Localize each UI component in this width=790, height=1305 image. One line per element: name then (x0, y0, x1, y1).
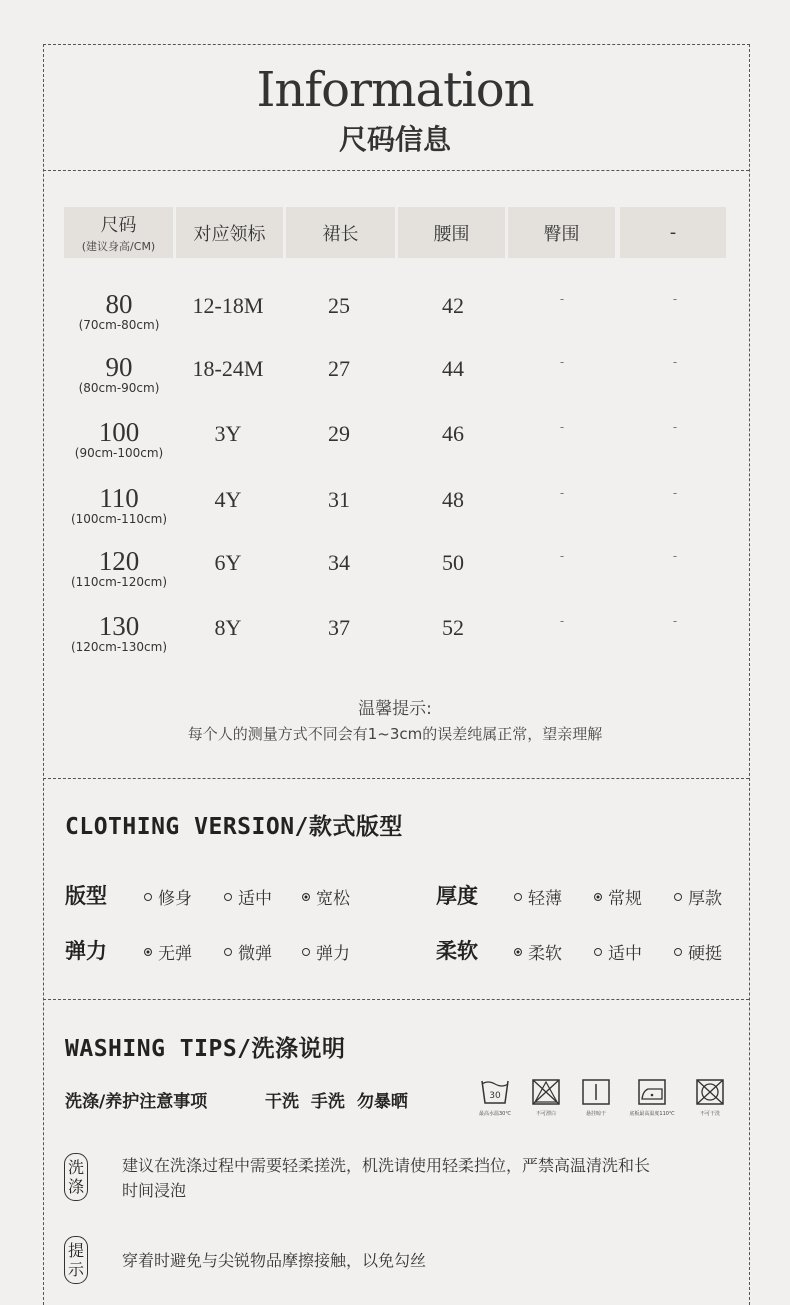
size-value: 80 (105, 289, 133, 319)
size-value: 100 (98, 417, 140, 447)
table-cell-waist: 42 (442, 293, 464, 318)
washing-tips-title: WASHING TIPS/洗涤说明 (65, 1036, 346, 1062)
radio-selected-icon (514, 948, 522, 956)
attribute-label: 弹力 (65, 939, 107, 963)
care-label: 洗涤/养护注意事项 (65, 1092, 208, 1112)
header-label: 臀围 (543, 223, 580, 245)
table-cell-hip: - (559, 420, 565, 434)
svg-text:30: 30 (489, 1091, 501, 1101)
size-value: 130 (98, 611, 140, 641)
option-label: 宽松 (316, 889, 350, 909)
table-cell-extra: - (672, 614, 678, 628)
height-range: (70cm-80cm) (78, 318, 160, 332)
table-cell-length: 37 (328, 615, 350, 640)
radio-empty-icon (594, 948, 602, 956)
table-cell-waist: 44 (442, 356, 464, 381)
size-cell (64, 484, 174, 526)
table-cell-label: 4Y (214, 487, 242, 512)
size-value: 110 (99, 483, 139, 513)
radio-empty-icon (144, 893, 152, 901)
attribute-option (594, 939, 642, 964)
icon-caption: 不可干洗 (699, 1111, 720, 1117)
attribute-option (302, 884, 350, 909)
table-cell-length: 25 (328, 293, 350, 318)
size-cell (64, 353, 174, 395)
option-label: 常规 (608, 889, 642, 909)
option-label: 厚款 (688, 889, 722, 909)
table-cell-label: 18-24M (192, 356, 264, 381)
header-label: - (669, 222, 677, 243)
radio-selected-icon (144, 948, 152, 956)
icon-caption: 不可漂白 (535, 1111, 556, 1117)
page-title-en: Information (256, 62, 534, 118)
table-cell-length: 29 (328, 421, 350, 446)
table-cell-extra: - (672, 355, 678, 369)
radio-empty-icon (302, 948, 310, 956)
clothing-version-title: CLOTHING VERSION/款式版型 (65, 814, 403, 840)
radio-selected-icon (302, 893, 310, 901)
icon-caption: 底板最高温度110℃ (629, 1111, 675, 1117)
tip-note: 穿着时避免与尖锐物品摩擦接触，以免勾丝 (122, 1251, 427, 1270)
attribute-option (594, 884, 642, 909)
option-label: 微弹 (238, 944, 272, 964)
radio-empty-icon (224, 948, 232, 956)
table-cell-hip: - (559, 292, 565, 306)
height-range: (110cm-120cm) (70, 575, 168, 589)
size-value: 120 (98, 546, 140, 576)
table-cell-extra: - (672, 420, 678, 434)
iron-low-icon (636, 1077, 668, 1107)
icon-caption: 悬挂晾干 (585, 1111, 606, 1117)
wash-badge: 洗涤 (64, 1153, 88, 1201)
radio-empty-icon (514, 893, 522, 901)
header-label: 尺码 (100, 215, 137, 236)
wash-note: 建议在洗涤过程中需要轻柔搓洗，机洗请使用轻柔挡位，严禁高温清洗和长时间浸泡 (122, 1156, 651, 1200)
table-cell-length: 34 (328, 550, 350, 575)
table-cell-waist: 46 (442, 421, 464, 446)
hang-dry-icon (580, 1077, 612, 1107)
table-cell-waist: 48 (442, 487, 464, 512)
wash-methods: 干洗 手洗 勿暴晒 (265, 1092, 408, 1112)
table-cell-hip: - (559, 614, 565, 628)
divider (43, 778, 749, 779)
radio-selected-icon (594, 893, 602, 901)
attribute-label: 版型 (65, 884, 107, 908)
option-label: 适中 (238, 889, 272, 909)
height-range: (80cm-90cm) (78, 381, 160, 395)
attribute-option (302, 939, 350, 964)
icon-caption: 最高水温30℃ (479, 1111, 511, 1117)
tip-text: 每个人的测量方式不同会有1~3cm的误差纯属正常，望亲理解 (187, 725, 603, 743)
table-cell-extra: - (672, 292, 678, 306)
table-cell-label: 6Y (214, 550, 242, 575)
radio-empty-icon (224, 893, 232, 901)
size-cell (64, 547, 174, 589)
table-cell-length: 27 (328, 356, 350, 381)
wash-30-icon (479, 1077, 511, 1107)
table-cell-length: 31 (328, 487, 350, 512)
tip-title: 温馨提示: (358, 699, 432, 719)
size-cell (64, 612, 174, 654)
table-cell-extra: - (672, 549, 678, 563)
no-bleach-icon (530, 1077, 562, 1107)
attribute-option (514, 939, 562, 964)
table-cell-hip: - (559, 486, 565, 500)
table-cell-waist: 50 (442, 550, 464, 575)
tip-badge: 提示 (64, 1236, 88, 1284)
table-header (398, 207, 505, 258)
option-label: 修身 (158, 889, 192, 909)
attribute-option (224, 939, 272, 964)
attribute-option (144, 939, 192, 964)
no-tumble-dry-icon (694, 1077, 726, 1107)
attribute-option (674, 884, 722, 909)
attribute-option (514, 884, 562, 909)
table-header (176, 207, 283, 258)
height-range: (90cm-100cm) (74, 446, 164, 460)
option-label: 适中 (608, 944, 642, 964)
option-label: 轻薄 (528, 889, 562, 909)
option-label: 无弹 (158, 944, 192, 964)
radio-empty-icon (674, 893, 682, 901)
header-sub: (建议身高/CM) (81, 240, 156, 253)
table-header (64, 207, 173, 258)
size-cell (64, 290, 174, 332)
header-label: 腰围 (433, 223, 470, 245)
table-cell-hip: - (559, 355, 565, 369)
height-range: (100cm-110cm) (70, 512, 168, 526)
table-cell-extra: - (672, 486, 678, 500)
table-cell-hip: - (559, 549, 565, 563)
header-label: 对应领标 (193, 223, 266, 245)
page-title-cn: 尺码信息 (338, 123, 451, 156)
attribute-label: 柔软 (436, 939, 478, 963)
attribute-label: 厚度 (436, 884, 478, 908)
attribute-option (674, 939, 722, 964)
size-value: 90 (105, 352, 133, 382)
attribute-option (224, 884, 272, 909)
attribute-option (144, 884, 192, 909)
height-range: (120cm-130cm) (70, 640, 168, 654)
table-cell-label: 12-18M (192, 293, 264, 318)
table-header (286, 207, 395, 258)
divider (43, 999, 749, 1000)
size-cell (64, 418, 174, 460)
option-label: 柔软 (528, 944, 562, 964)
table-cell-label: 8Y (214, 615, 242, 640)
option-label: 弹力 (316, 944, 350, 964)
table-header (620, 207, 726, 258)
table-cell-label: 3Y (214, 421, 242, 446)
table-cell-waist: 52 (442, 615, 464, 640)
header-label: 裙长 (322, 223, 359, 245)
radio-empty-icon (674, 948, 682, 956)
option-label: 硬挺 (688, 944, 722, 964)
table-header (508, 207, 615, 258)
divider (43, 170, 749, 171)
